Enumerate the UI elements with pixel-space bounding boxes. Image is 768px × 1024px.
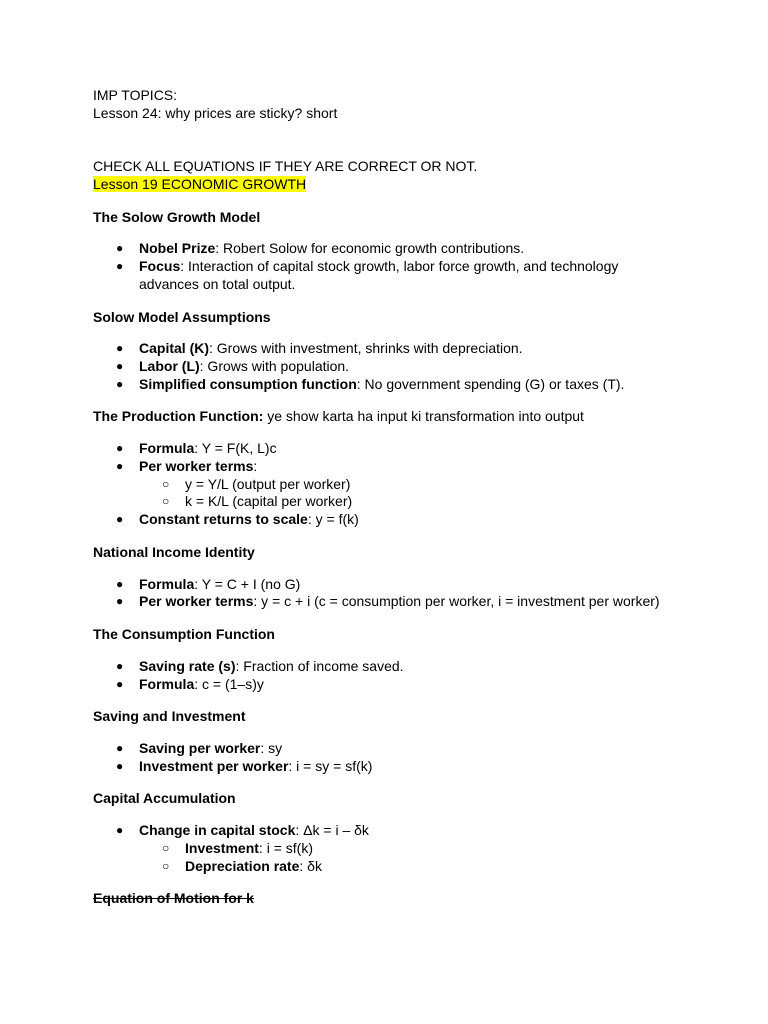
national-income-formula: Formula: Y = C + I (no G) <box>139 576 301 592</box>
bullet-icon: ● <box>116 823 124 837</box>
sub-bullet-icon: ○ <box>162 477 170 491</box>
sub-bullet-icon: ○ <box>162 494 170 508</box>
capital-sub-investment: Investment: i = sf(k) <box>185 840 313 856</box>
production-sub-y: y = Y/L (output per worker) <box>185 476 351 492</box>
solow-heading: The Solow Growth Model <box>93 209 261 225</box>
sub-bullet-icon: ○ <box>162 841 170 855</box>
production-formula: Formula: Y = F(K, L)c <box>139 440 277 456</box>
saving-heading: Saving and Investment <box>93 708 246 724</box>
check-all-line: CHECK ALL EQUATIONS IF THEY ARE CORRECT OR NOT. <box>93 158 478 174</box>
assumptions-heading: Solow Model Assumptions <box>93 309 271 325</box>
lesson19-highlight: Lesson 19 ECONOMIC GROWTH <box>93 176 307 192</box>
bullet-icon: ● <box>116 359 124 373</box>
production-crs: Constant returns to scale: y = f(k) <box>139 511 359 527</box>
assumption-labor: Labor (L): Grows with population. <box>139 358 350 374</box>
saving-per-worker: Saving per worker: sy <box>139 740 283 756</box>
bullet-icon: ● <box>116 441 124 455</box>
bullet-icon: ● <box>116 577 124 591</box>
solow-item-nobel: Nobel Prize: Robert Solow for economic growth contributions. <box>139 240 525 256</box>
bullet-icon: ● <box>116 741 124 755</box>
bullet-icon: ● <box>116 512 124 526</box>
capital-sub-depreciation: Depreciation rate: δk <box>185 858 322 874</box>
production-sub-k: k = K/L (capital per worker) <box>185 493 353 509</box>
bullet-icon: ● <box>116 759 124 773</box>
capital-change: Change in capital stock: Δk = i – δk <box>139 822 369 838</box>
bullet-icon: ● <box>116 659 124 673</box>
national-income-heading: National Income Identity <box>93 544 255 560</box>
solow-item-focus: Focus: Interaction of capital stock growth, labor force growth, and technology advances on total output. <box>139 258 619 292</box>
national-income-per-worker: Per worker terms: y = c + i (c = consumption per worker, i = investment per worker) <box>139 593 660 609</box>
bullet-icon: ● <box>116 259 124 273</box>
bullet-icon: ● <box>116 677 124 691</box>
bullet-icon: ● <box>116 377 124 391</box>
lesson24-line: Lesson 24: why prices are sticky? short <box>93 105 338 121</box>
investment-per-worker: Investment per worker: i = sy = sf(k) <box>139 758 373 774</box>
production-note: ye show karta ha input ki transformation into output <box>263 408 584 424</box>
consumption-heading: The Consumption Function <box>93 626 275 642</box>
production-heading-line <box>93 407 584 425</box>
bullet-icon: ● <box>116 459 124 473</box>
assumption-capital: Capital (K): Grows with investment, shrinks with depreciation. <box>139 340 523 356</box>
bullet-icon: ● <box>116 594 124 608</box>
consumption-saving-rate: Saving rate (s): Fraction of income saved. <box>139 658 404 674</box>
production-per-worker: Per worker terms: <box>139 458 258 474</box>
bullet-icon: ● <box>116 341 124 355</box>
sub-bullet-icon: ○ <box>162 859 170 873</box>
assumption-consumption: Simplified consumption function: No government spending (G) or taxes (T). <box>139 376 625 392</box>
capital-heading: Capital Accumulation <box>93 790 236 806</box>
consumption-formula: Formula: c = (1–s)y <box>139 676 264 692</box>
bullet-icon: ● <box>116 241 124 255</box>
imp-topics-line: IMP TOPICS: <box>93 87 178 103</box>
lesson19-line <box>93 175 306 193</box>
production-heading: The Production Function: <box>93 408 264 424</box>
equation-motion-heading: Equation of Motion for k <box>93 890 254 906</box>
